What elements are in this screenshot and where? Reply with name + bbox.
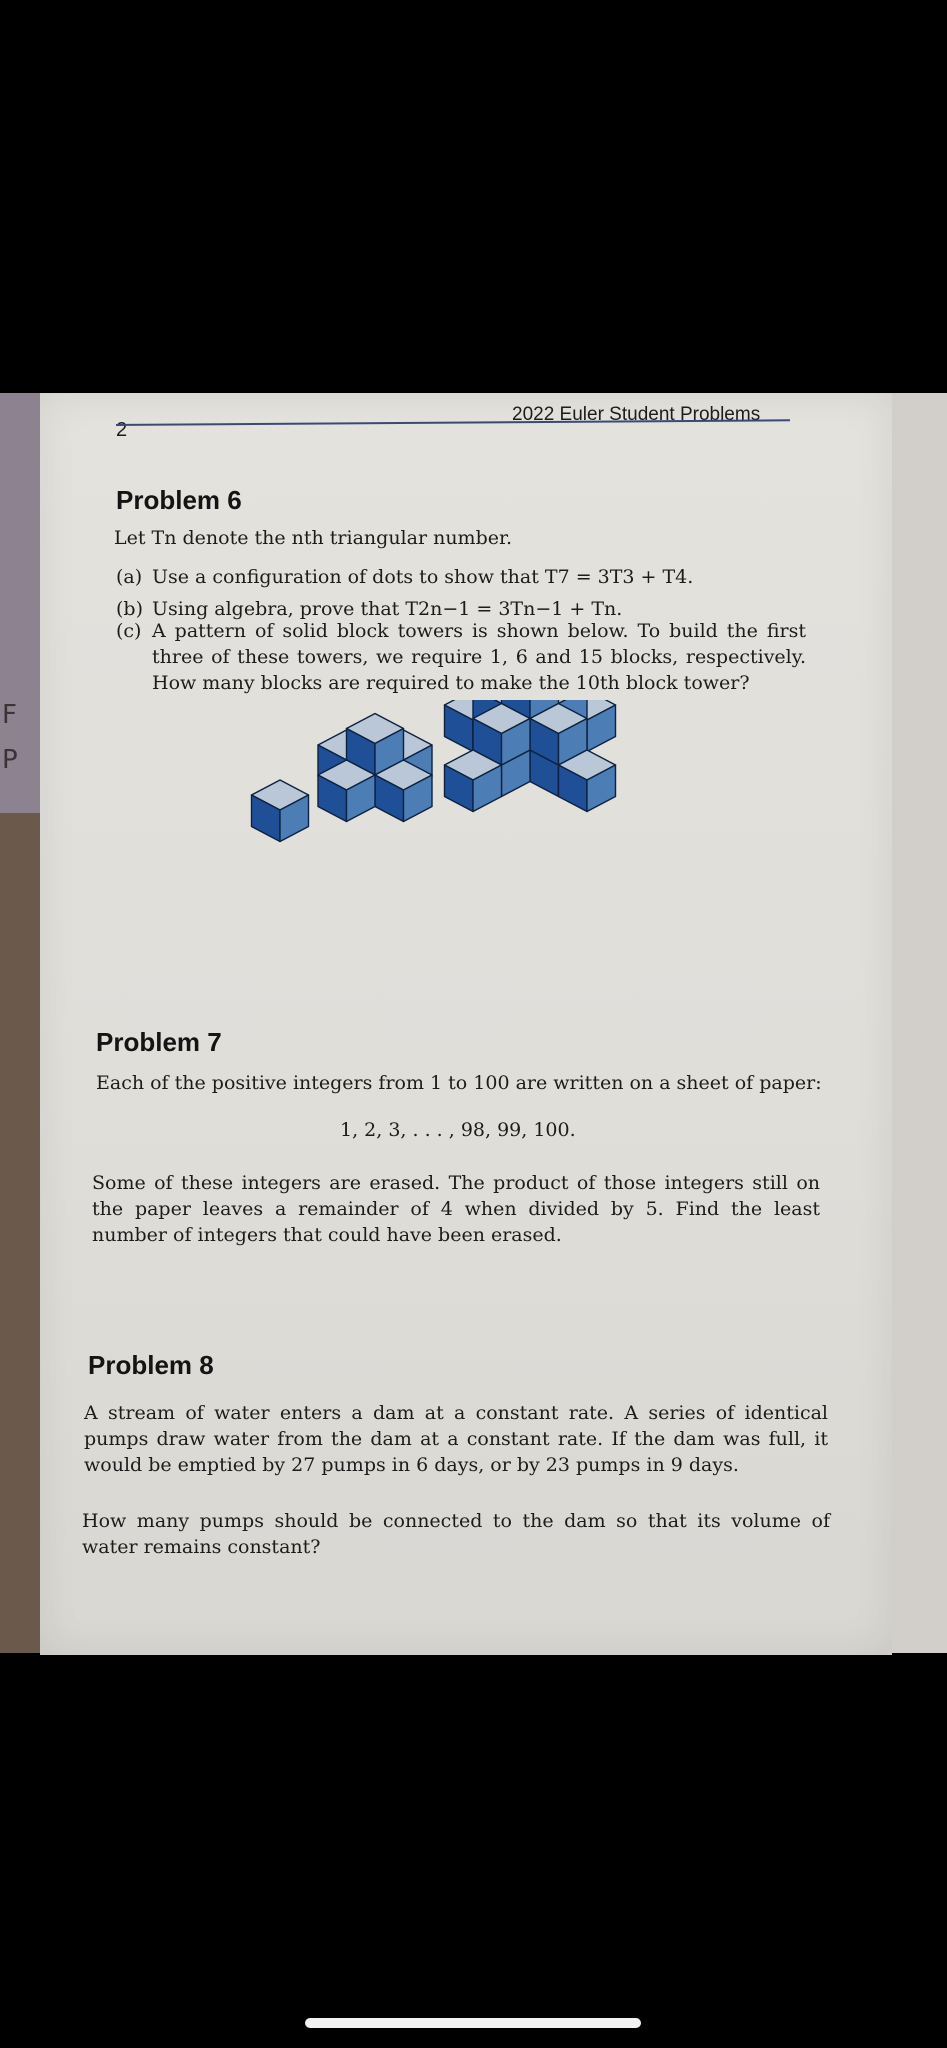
- margin-letter: P: [2, 745, 18, 775]
- tower-3: [445, 700, 616, 812]
- problem-7-line1: Each of the positive integers from 1 to 100 are written on a sheet of paper:: [96, 1072, 822, 1094]
- part-c-label: (c): [116, 620, 142, 642]
- page-number: 2: [116, 419, 128, 441]
- part-a-text: Use a configuration of dots to show that T7 = 3T3 + T4.: [152, 566, 694, 588]
- part-b-text: Using algebra, prove that T2n−1 = 3Tn−1 + Tn.: [152, 598, 623, 620]
- problem-7-sequence: 1, 2, 3, . . . , 98, 99, 100.: [340, 1119, 576, 1141]
- tower-1: [252, 780, 309, 842]
- problem-6-part-c: [116, 618, 806, 696]
- margin-letter: F: [2, 700, 17, 730]
- part-c-text: A pattern of solid block towers is shown below. To build the first three of these towers, we require 1, 6 and 15 blocks, respectively. How many blocks are required to make the 10th block tower?: [152, 620, 806, 694]
- problem-8-para2: How many pumps should be connected to the dam so that its volume of water remains constant?: [82, 1510, 830, 1558]
- cube: [252, 780, 309, 842]
- problem-7-body: Some of these integers are erased. The product of those integers still on the paper leaves a remainder of 4 when divided by 5. Find the least number of integers that could have been erased.: [92, 1172, 820, 1246]
- problem-6-intro: Let Tn denote the nth triangular number.: [114, 527, 513, 549]
- tower-2: [318, 714, 432, 822]
- part-a-label: (a): [116, 566, 143, 588]
- problem-6-title: Problem 6: [116, 485, 242, 515]
- block-towers-figure: [240, 700, 710, 910]
- next-page-edge: [885, 393, 947, 1653]
- problem-6-part-a: [116, 564, 816, 590]
- problem-7-title: Problem 7: [96, 1027, 222, 1057]
- problem-8-title: Problem 8: [88, 1350, 214, 1380]
- running-title: 2022 Euler Student Problems: [512, 404, 761, 425]
- home-indicator[interactable]: [305, 2018, 641, 2028]
- problem-8-para1: A stream of water enters a dam at a constant rate. A series of identical pumps draw water from the dam at a constant rate. If the dam was full, it would be emptied by 27 pumps in 6 days, or by 23 pumps in 9 days.: [84, 1402, 828, 1476]
- part-b-label: (b): [116, 598, 143, 620]
